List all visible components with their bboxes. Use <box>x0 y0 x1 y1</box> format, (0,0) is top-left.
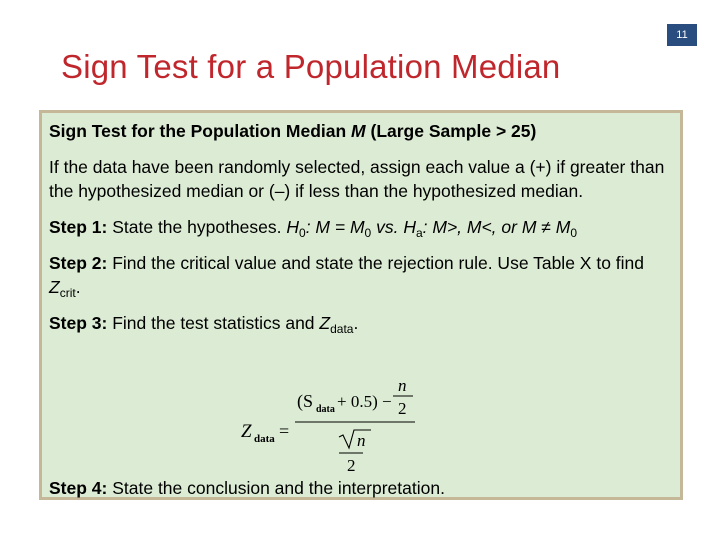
vs-text: vs. <box>371 217 404 237</box>
intro-paragraph: If the data have been randomly selected, assign each value a (+) if greater than the hypothesized median or (–) if less than the hypothesized median. <box>49 157 665 201</box>
step-3-label: Step 3: <box>49 313 108 333</box>
z-data-symbol: Z <box>319 313 331 333</box>
step-2-label: Step 2: <box>49 253 108 273</box>
formula-numerator-subscript: data <box>316 404 335 415</box>
formula-lhs: Z <box>241 421 252 442</box>
step-2-text: Find the critical value and state the rejection rule. Use Table X to find <box>107 253 644 273</box>
z-data-formula <box>233 375 423 475</box>
z-data-subscript: data <box>330 322 354 336</box>
step-3-text: Find the test statistics and <box>107 313 320 333</box>
slide-title: Sign Test for a Population Median <box>61 48 561 85</box>
h0-statement: : M = M <box>305 217 365 237</box>
step-3 <box>49 311 672 335</box>
h0-symbol: H <box>286 217 300 237</box>
step-1-label: Step 1: <box>49 217 108 237</box>
step-3-end: . <box>353 313 359 333</box>
h0-subscript: 0 <box>299 226 306 240</box>
box-heading <box>49 119 672 143</box>
formula-graphic <box>233 375 423 475</box>
ha-subscript: a <box>415 226 423 240</box>
heading-variable: M <box>351 121 366 141</box>
formula-denominator-two: 2 <box>347 456 356 475</box>
formula-numerator-rest: + 0.5) − <box>337 392 392 411</box>
step-1-text: State the hypotheses. <box>107 217 287 237</box>
step-4-label: Step 4: <box>49 478 108 498</box>
z-crit-subscript: crit <box>59 286 76 300</box>
heading-qualifier: (Large Sample > 25) <box>365 121 537 141</box>
ha-statement: : M>, M<, or M ≠ M <box>422 217 571 237</box>
formula-two-denominator: 2 <box>398 399 407 418</box>
step-4 <box>49 476 445 500</box>
content-box <box>39 110 683 500</box>
heading-text: Sign Test for the Population Median <box>49 121 352 141</box>
step-1 <box>49 215 672 239</box>
ha-symbol: H <box>403 217 416 237</box>
formula-lhs-subscript: data <box>254 433 275 445</box>
step-2-end: . <box>75 277 81 297</box>
content-text <box>49 119 672 335</box>
formula-sqrt-n: n <box>357 431 366 450</box>
step-2 <box>49 251 672 299</box>
ha-m-subscript: 0 <box>570 226 578 240</box>
z-crit-symbol: Z <box>49 277 60 297</box>
formula-equals: = <box>279 421 290 441</box>
step-4-text: State the conclusion and the interpretation. <box>107 478 445 498</box>
h0-m-subscript: 0 <box>364 226 372 240</box>
slide-number: 11 <box>667 24 697 46</box>
formula-numerator-open: (S <box>297 391 314 411</box>
sqrt-sign <box>339 430 371 448</box>
formula-n-numerator: n <box>398 376 407 395</box>
